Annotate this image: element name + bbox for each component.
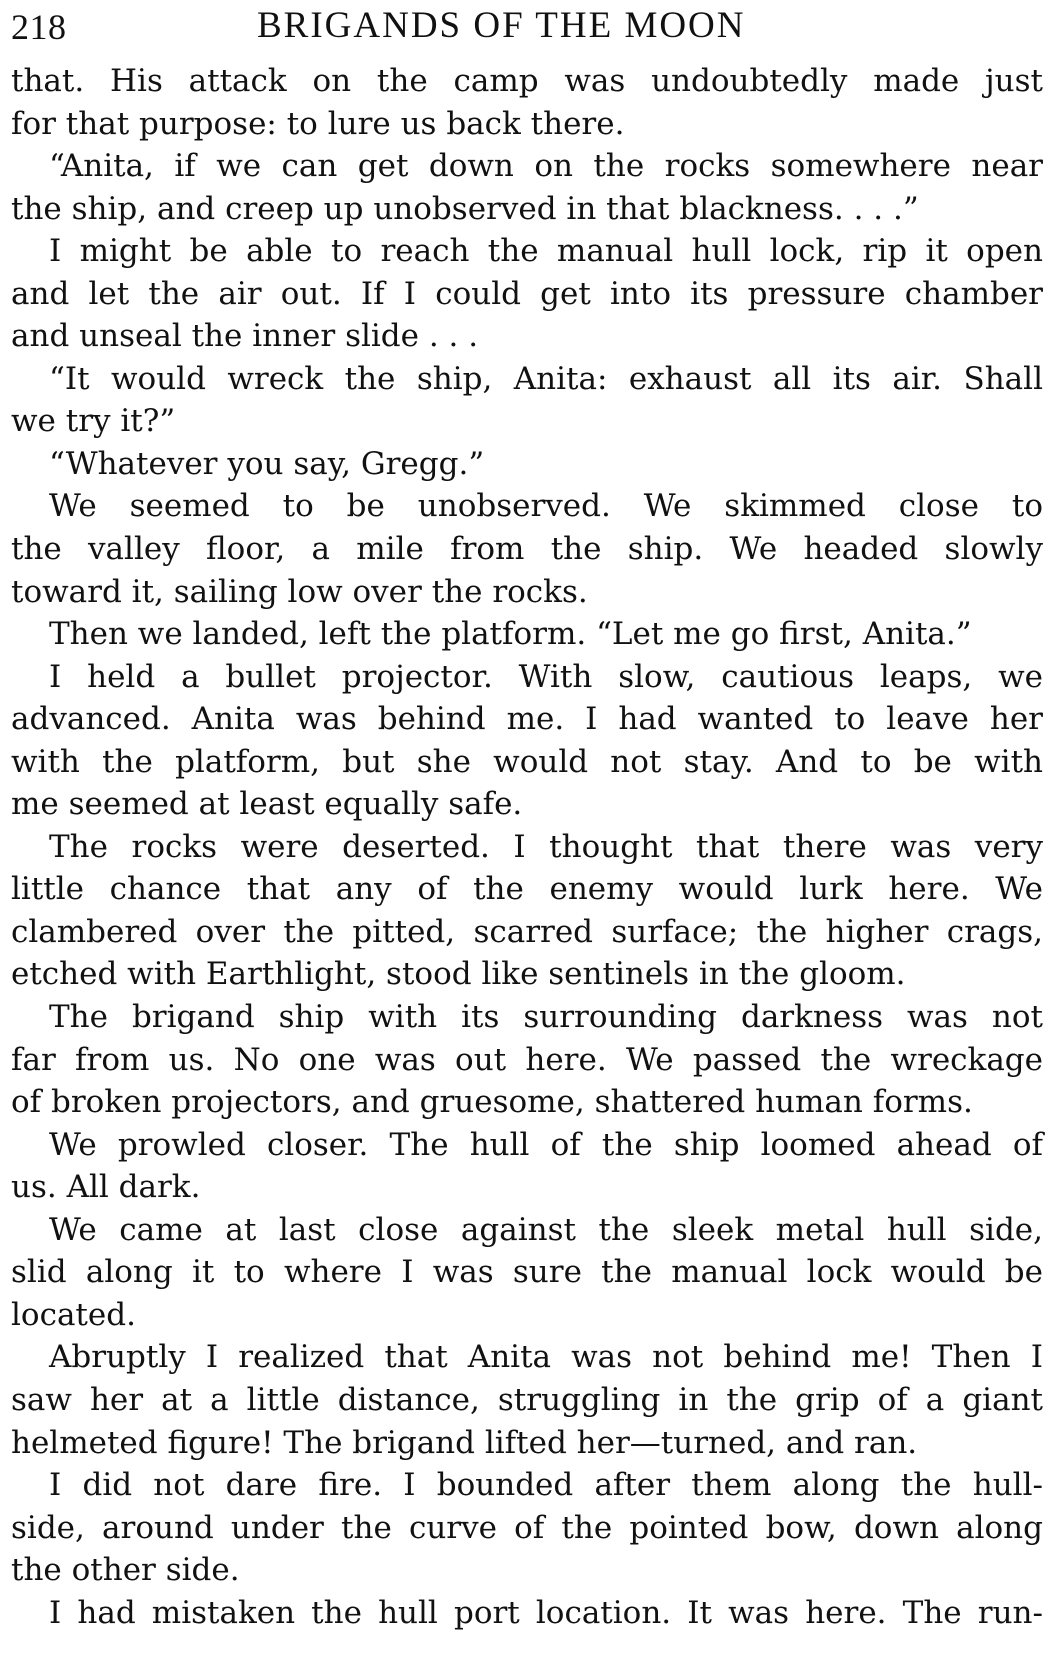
text-line: I had mistaken the hull port location. It was here. The run- xyxy=(49,1594,1043,1631)
text-line: I held a bullet projector. With slow, cautious leaps, we xyxy=(49,658,1043,695)
text-line: that. His attack on the camp was undoubtedly made just xyxy=(11,63,1043,99)
text-line: saw her at a little distance, struggling in the grip of a giant xyxy=(11,1381,1043,1418)
text-line: little chance that any of the enemy would lurk here. We xyxy=(11,871,1043,908)
text-line: I did not dare fire. I bounded after them along the hull- xyxy=(49,1467,1043,1504)
text-line: We seemed to be unobserved. We skimmed close to xyxy=(49,488,1043,525)
text-line: advanced. Anita was behind me. I had wanted to leave her xyxy=(11,701,1043,738)
text-line: The brigand ship with its surrounding darkness was not xyxy=(49,999,1043,1036)
text-line: we try it?” xyxy=(11,403,176,440)
text-line: The rocks were deserted. I thought that there was very xyxy=(49,828,1043,865)
text-line: the valley floor, a mile from the ship. We headed slowly xyxy=(11,531,1043,568)
text-line: slid along it to where I was sure the manual lock would be xyxy=(11,1254,1043,1291)
text-line: me seemed at least equally safe. xyxy=(11,786,523,823)
page-header xyxy=(11,0,1043,56)
text-line: and unseal the inner slide . . . xyxy=(11,318,479,355)
text-line: and let the air out. If I could get into its pressure chamber xyxy=(11,275,1043,312)
book-page xyxy=(11,0,1043,1631)
text-line: etched with Earthlight, stood like sentinels in the gloom. xyxy=(11,956,906,993)
text-line: “Anita, if we can get down on the rocks somewhere near xyxy=(49,148,1043,185)
text-line: helmeted figure! The brigand lifted her—turned, and ran. xyxy=(11,1424,918,1461)
text-line: We prowled closer. The hull of the ship loomed ahead of xyxy=(49,1126,1043,1163)
body-text xyxy=(11,60,1043,1634)
text-line: with the platform, but she would not stay. And to be with xyxy=(11,743,1043,780)
text-line: of broken projectors, and gruesome, shattered human forms. xyxy=(11,1084,973,1121)
text-line: We came at last close against the sleek metal hull side, xyxy=(49,1211,1043,1248)
text-line: for that purpose: to lure us back there. xyxy=(11,105,625,142)
page-number: 218 xyxy=(11,7,67,47)
running-head: BRIGANDS OF THE MOON xyxy=(257,5,746,46)
text-line: “Whatever you say, Gregg.” xyxy=(49,445,485,482)
text-line: far from us. No one was out here. We passed the wreckage xyxy=(11,1041,1043,1078)
text-line: located. xyxy=(11,1296,136,1333)
text-line: toward it, sailing low over the rocks. xyxy=(11,573,588,610)
text-line: side, around under the curve of the pointed bow, down along xyxy=(11,1509,1043,1546)
text-line: clambered over the pitted, scarred surface; the higher crags, xyxy=(11,913,1043,950)
text-line: Then we landed, left the platform. “Let me go first, Anita.” xyxy=(49,616,972,653)
text-line: us. All dark. xyxy=(11,1169,201,1206)
text-line: I might be able to reach the manual hull lock, rip it open xyxy=(49,233,1043,270)
text-line: “It would wreck the ship, Anita: exhaust all its air. Shall xyxy=(49,360,1043,397)
text-line: Abruptly I realized that Anita was not behind me! Then I xyxy=(49,1339,1043,1376)
text-line: the other side. xyxy=(11,1552,240,1589)
text-line: the ship, and creep up unobserved in that blackness. . . .” xyxy=(11,190,919,227)
